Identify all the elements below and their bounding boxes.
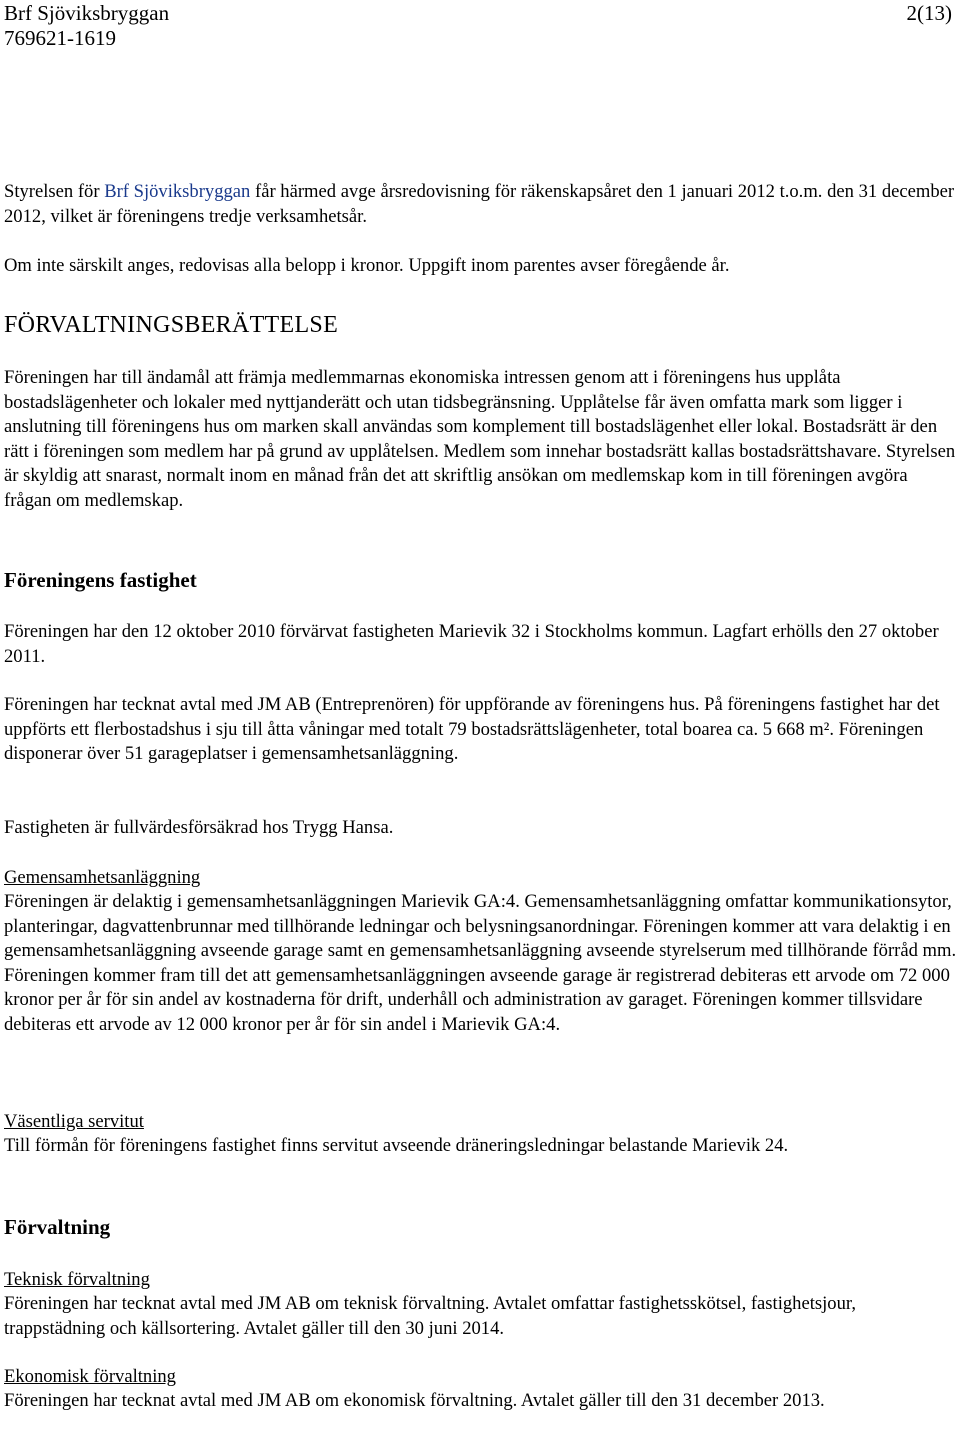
currency-note	[4, 254, 958, 279]
joint-facility-paragraph	[4, 890, 958, 1037]
section-heading-forvaltning: Förvaltning	[4, 1215, 111, 1239]
subheading-ekonomisk-forvaltning: Ekonomisk förvaltning	[4, 1366, 176, 1387]
currency-note-text: Om inte särskilt anges, redovisas alla belopp i kronor. Uppgift inom parentes avser föregående år.	[4, 255, 730, 276]
intro-rest: får härmed avge årsredovisning för räkenskapsåret den 1 januari 2012 t.o.m. den 31 december 2012, vilket är föreningens tredje verksamhetsår.	[4, 181, 955, 227]
insurance-text: Fastigheten är fullvärdesförsäkrad hos Trygg Hansa.	[4, 817, 394, 838]
building-text: Föreningen har tecknat avtal med JM AB (Entreprenören) för uppförande av föreningens hus. På föreningens fastighet har det uppförts ett flerbostadshus i sju till åtta våningar med totalt 79 bostadsrättslägenheter, total boarea ca. 5 668 m². Föreningen disponerar över 51 garageplatser i gemensamhetsanläggning.	[4, 694, 940, 764]
joint-facility-fee-text: Föreningen kommer fram till det att gemensamhetsanläggningen avseende garage är registrerad debiteras ett arvode om 72 000 kronor per år för sin andel av kostnaderna för drift, underhåll och administration av garaget. Föreningen kommer tillsvidare debiteras ett arvode av 12 000 kronor per år för sin andel i Marievik GA:4.	[4, 964, 950, 1035]
joint-facility-text: Föreningen är delaktig i gemensamhetsanläggningen Marievik GA:4. Gemensamhetsanläggning omfattar kommunikationsytor, planteringar, dagvattenbrunnar med tillhörande ledningar och belysningsanordningar. Föreningen kommer att vara delaktig i en gemensamhetsanläggning avseende garage samt en gemensamhetsanläggning avseende styrelserum med tillhörande förråd mm.	[4, 891, 957, 961]
technical-management-paragraph	[4, 1292, 958, 1341]
acquisition-paragraph	[4, 620, 958, 669]
subheading-gemensamhetsanlaggning: Gemensamhetsanläggning	[4, 867, 201, 888]
organization-number: 769621-1619	[4, 26, 116, 50]
financial-management-paragraph	[4, 1389, 958, 1414]
organization-name: Brf Sjöviksbryggan	[4, 1, 170, 25]
insurance-paragraph	[4, 816, 958, 841]
servitut-text: Till förmån för föreningens fastighet finns servitut avseende dräneringsledningar belastande Marievik 24.	[4, 1135, 789, 1156]
association-link[interactable]: Brf Sjöviksbryggan	[104, 181, 251, 202]
building-paragraph	[4, 693, 958, 767]
technical-management-text: Föreningen har tecknat avtal med JM AB om teknisk förvaltning. Avtalet omfattar fastighetsskötsel, fastighetsjour, trappstädning och källsortering. Avtalet gäller till den 30 juni 2014.	[4, 1293, 856, 1339]
intro-paragraph	[4, 180, 958, 229]
subheading-teknisk-forvaltning: Teknisk förvaltning	[4, 1269, 150, 1290]
purpose-text: Föreningen har till ändamål att främja medlemmarnas ekonomiska intressen genom att i föreningens hus upplåta bostadslägenheter och lokaler med nyttjanderätt och utan tidsbegränsning. Upplåtelse får även omfatta mark som ligger i anslutning till föreningens hus om marken skall användas som komplement till bostadslägenhet eller lokal. Bostadsrätt är den rätt i föreningen som medlem har på grund av upplåtelsen. Medlem som innehar bostadsrätt kallas bostadsrättshavare. Styrelsen är skyldig att snarast, normalt inom en månad från det att skriftlig ansökan om medlemskap kom in till föreningen avgöra frågan om medlemskap.	[4, 367, 956, 511]
servitut-paragraph	[4, 1134, 958, 1159]
page-number: 2(13)	[906, 1, 952, 25]
purpose-paragraph	[4, 366, 958, 513]
financial-management-text: Föreningen har tecknat avtal med JM AB om ekonomisk förvaltning. Avtalet gäller till den 31 december 2013.	[4, 1390, 825, 1411]
subheading-servitut: Väsentliga servitut	[4, 1111, 144, 1132]
acquisition-text: Föreningen har den 12 oktober 2010 förvärvat fastigheten Marievik 32 i Stockholms kommun. Lagfart erhölls den 27 oktober 2011.	[4, 621, 939, 667]
main-heading: FÖRVALTNINGSBERÄTTELSE	[4, 312, 339, 338]
section-heading-fastighet: Föreningens fastighet	[4, 568, 197, 592]
intro-lead: Styrelsen för	[4, 181, 105, 202]
